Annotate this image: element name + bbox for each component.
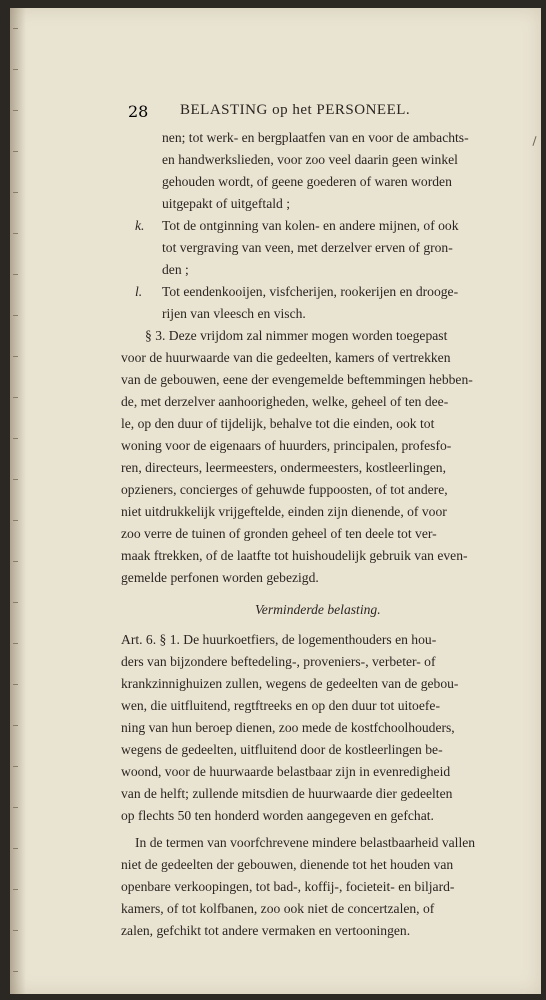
text-line: maak ftrekken, of de laatfte tot huishoudelijk gebruik van even- bbox=[121, 548, 468, 563]
text-line: rijen van vleesch en visch. bbox=[162, 306, 306, 321]
gutter-tick bbox=[13, 151, 18, 152]
text-line: gemelde perfonen worden gebezigd. bbox=[121, 570, 319, 585]
text-line: kamers, of tot kolfbanen, zoo ook niet de concertzalen, of bbox=[121, 901, 435, 916]
gutter-tick bbox=[13, 807, 18, 808]
gutter-tick bbox=[13, 766, 18, 767]
gutter-tick bbox=[13, 930, 18, 931]
gutter-tick bbox=[13, 602, 18, 603]
text-line: le, op den duur of tijdelijk, behalve tot die einden, ook tot bbox=[121, 416, 435, 431]
gutter-tick bbox=[13, 971, 18, 972]
gutter-tick bbox=[13, 438, 18, 439]
gutter-tick bbox=[13, 561, 18, 562]
gutter-tick bbox=[13, 192, 18, 193]
page-number: 28 bbox=[128, 102, 149, 121]
item-label-l: l. bbox=[135, 284, 143, 299]
text-line: zalen, gefchikt tot andere vermaken en vertooningen. bbox=[121, 923, 411, 938]
text-line: woond, voor de huurwaarde belastbaar zijn in evenredigheid bbox=[121, 764, 451, 779]
gutter-tick bbox=[13, 520, 18, 521]
gutter-tick bbox=[13, 848, 18, 849]
gutter-tick bbox=[13, 274, 18, 275]
gutter-tick bbox=[13, 356, 18, 357]
item-label-k: k. bbox=[135, 218, 145, 233]
text-line: opzieners, concierges of gehuwde fuppoosten, of tot andere, bbox=[121, 482, 448, 497]
gutter-tick bbox=[13, 643, 18, 644]
section-heading: Verminderde belasting. bbox=[255, 602, 381, 617]
text-line: van de gebouwen, eene der evengemelde beftemmingen hebben- bbox=[121, 372, 473, 387]
text-line: Art. 6. § 1. De huurkoetfiers, de logementhouders en hou- bbox=[121, 632, 437, 647]
gutter-tick bbox=[13, 233, 18, 234]
text-line: niet uitdrukkelijk vrijgeftelde, einden zijn dienende, of voor bbox=[121, 504, 447, 519]
text-line: Tot eendenkooijen, visfcherijen, rookerijen en drooge- bbox=[162, 284, 459, 299]
text-line: ning van hun beroep dienen, zoo mede de kostfchoolhouders, bbox=[121, 720, 455, 735]
text-line: zoo verre de tuinen of gronden geheel of ten deele tot ver- bbox=[121, 526, 437, 541]
text-line: en handwerkslieden, voor zoo veel daarin geen winkel bbox=[162, 152, 458, 167]
gutter-tick bbox=[13, 889, 18, 890]
text-line: krankzinnighuizen zullen, wegens de gedeelten van de gebou- bbox=[121, 676, 459, 691]
text-line: wegens de gedeelten, uitfluitend door de kostleerlingen be- bbox=[121, 742, 443, 757]
margin-mark bbox=[532, 136, 536, 146]
gutter-tick bbox=[13, 684, 18, 685]
text-line: niet de gedeelten der gebouwen, dienende tot het houden van bbox=[121, 857, 454, 872]
text-line: Tot de ontginning van kolen- en andere mijnen, of ook bbox=[162, 218, 459, 233]
text-line: tot vergraving van veen, met derzelver erven of gron- bbox=[162, 240, 453, 255]
running-title: BELASTING op het PERSONEEL. bbox=[180, 102, 411, 118]
gutter-tick bbox=[13, 315, 18, 316]
gutter-tick bbox=[13, 397, 18, 398]
text-line: van de helft; zullende mitsdien de huurwaarde dier gedeelten bbox=[121, 786, 453, 801]
text-line: nen; tot werk- en bergplaatfen van en voor de ambachts- bbox=[162, 130, 469, 145]
text-line: uitgepakt of uitgeftald ; bbox=[162, 196, 290, 211]
text-line: ders van bijzondere beftedeling-, proveniers-, verbeter- of bbox=[121, 654, 436, 669]
book-page bbox=[10, 8, 541, 994]
text-line: ren, directeurs, leermeesters, ondermeesters, kostleerlingen, bbox=[121, 460, 446, 475]
gutter-tick bbox=[13, 69, 18, 70]
gutter-tick bbox=[13, 479, 18, 480]
text-line: woning voor de eigenaars of huurders, principalen, profesfo- bbox=[121, 438, 452, 453]
text-line: In de termen van voorfchrevene mindere belastbaarheid vallen bbox=[135, 835, 476, 850]
gutter-tick bbox=[13, 28, 18, 29]
text-line: openbare verkoopingen, tot bad-, koffij-, focieteit- en biljard- bbox=[121, 879, 455, 894]
text-line: den ; bbox=[162, 262, 189, 277]
gutter-tick bbox=[13, 725, 18, 726]
page-gutter-shadow bbox=[10, 8, 26, 994]
text-line: § 3. Deze vrijdom zal nimmer mogen worden toegepast bbox=[145, 328, 448, 343]
text-line: gehouden wordt, of geene goederen of waren worden bbox=[162, 174, 452, 189]
text-line: de, met derzelver aanhoorigheden, welke, geheel of ten dee- bbox=[121, 394, 449, 409]
text-line: voor de huurwaarde van die gedeelten, kamers of vertrekken bbox=[121, 350, 451, 365]
gutter-tick bbox=[13, 110, 18, 111]
text-line: wen, die uitfluitend, regtftreeks en op den duur tot uitoefe- bbox=[121, 698, 440, 713]
text-line: op flechts 50 ten honderd worden aangegeven en gefchat. bbox=[121, 808, 434, 823]
